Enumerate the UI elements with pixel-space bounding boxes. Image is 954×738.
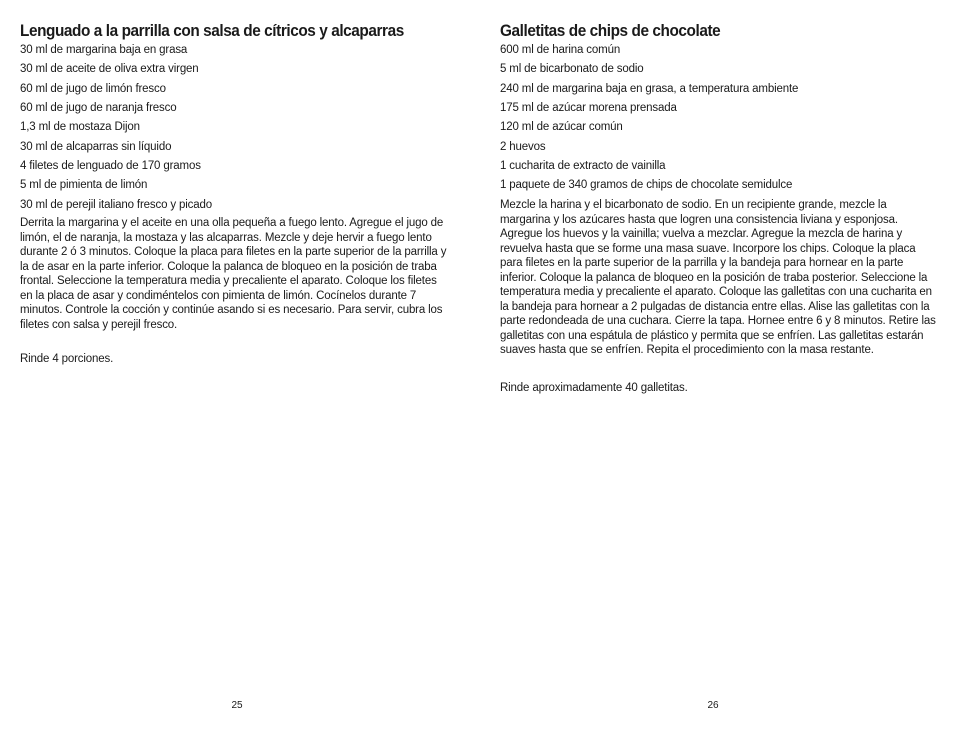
ingredient-item: 30 ml de alcaparras sin líquido [20,140,172,153]
recipe-method: Derrita la margarina y el aceite en una olla pequeña a fuego lento. Agregue el jugo de limón, el de naranja, la mostaza y las alcaparras. Mezcle y deje hervir a fuego lento durante 2 ó 3 minutos. Coloque la placa para filetes en la parte superior de la parrilla y la de asar en la parte inferior. Coloque la palanca de bloqueo en la posición de traba frontal. Seleccione la temperatura media y precaliente el aparato. Coloque los filetes en la placa de asar y condiméntelos con pimienta de limón. Cocínelos durante 7 minutos. Controle la cocción y continúe asando si es necesario. Para servir, cubra los filetes con salsa y perejil fresco. [20,217,447,331]
recipe-yield: Rinde aproximadamente 40 galletitas. [500,382,688,394]
ingredient-item: 30 ml de aceite de oliva extra virgen [20,63,199,76]
page-left [20,0,452,738]
ingredient-item: 5 ml de pimienta de limón [20,179,148,192]
ingredient-item: 30 ml de perejil italiano fresco y picado [20,198,213,211]
page-number: 26 [707,700,719,711]
recipe-title: Galletitas de chips de chocolate [500,22,721,40]
page-right [500,0,938,738]
ingredient-item: 60 ml de jugo de limón fresco [20,82,166,95]
ingredient-item: 30 ml de margarina baja en grasa [20,44,188,56]
ingredient-item: 1 cucharita de extracto de vainilla [500,160,666,173]
recipe-method: Mezcle la harina y el bicarbonato de sodio. En un recipiente grande, mezcle la margarina y los azúcares hasta que logren una consistencia liviana y esponjosa. Agregue los huevos y la vainilla; vuelva a mezclar. Agregue la mezcla de harina y revuelva hasta que se forme una masa suave. Incorpore los chips. Coloque la placa para filetes en la parte superior de la parrilla y la bandeja para hornear en la parte inferior. Coloque la palanca de bloqueo en la posición de traba posterior. Seleccione la temperatura media y precaliente el aparato. Coloque las galletitas con una cucharita en la bandeja para hornear a 2 pulgadas de distancia entre ellas. Alise las galletitas con la parte redondeada de una cuchara. Cierre la tapa. Hornee entre 6 y 8 minutos. Retire las galletitas con una espátula de plástico y permita que se enfríen. Las galletitas estarán suaves hasta que se enfríen. Repita el procedimiento con la masa restante. [500,199,936,356]
ingredient-list [20,43,212,217]
ingredient-item: 1,3 ml de mostaza Dijon [20,121,140,134]
page-number: 25 [231,700,243,711]
ingredient-list [500,43,798,198]
ingredient-item: 2 huevos [500,140,546,153]
ingredient-item: 600 ml de harina común [500,44,621,56]
recipe-yield: Rinde 4 porciones. [20,353,114,365]
ingredient-item: 240 ml de margarina baja en grasa, a temperatura ambiente [500,82,799,95]
ingredient-item: 1 paquete de 340 gramos de chips de chocolate semidulce [500,179,793,192]
ingredient-item: 4 filetes de lenguado de 170 gramos [20,160,201,173]
ingredient-item: 5 ml de bicarbonato de sodio [500,63,644,76]
ingredient-item: 60 ml de jugo de naranja fresco [20,102,177,115]
ingredient-item: 120 ml de azúcar común [500,121,623,134]
ingredient-item: 175 ml de azúcar morena prensada [500,102,677,115]
recipe-title: Lenguado a la parrilla con salsa de cítricos y alcaparras [20,22,404,40]
